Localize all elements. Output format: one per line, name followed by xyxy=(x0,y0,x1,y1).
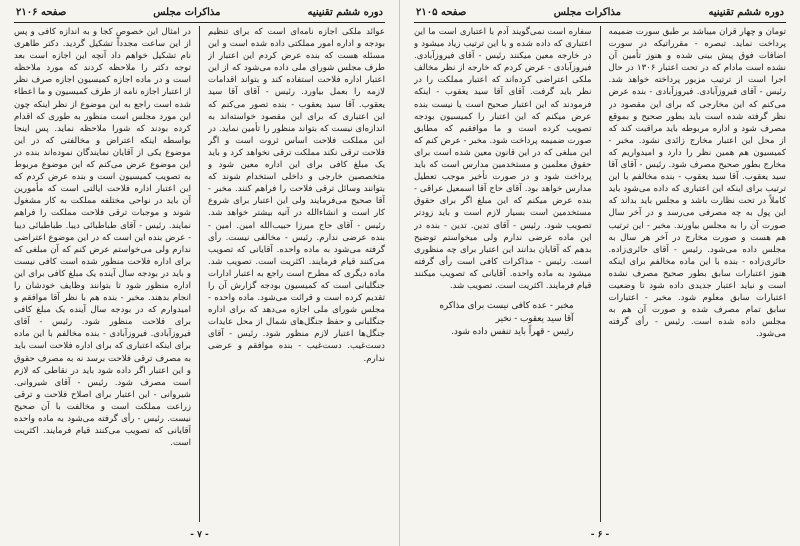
right-header-period: دوره ششم تقنینیه xyxy=(708,7,784,18)
right-column-1-text: تومان و چهار قران میباشد بر طبق سورت ضمیمه پرداخت نماید. تبصره - مقرراتیکه در سورت اضافات فوق پیش بینی شده و هنوز تأمین آن نشده است مادام که در تحت اعتبار ۱۳۰۶ در حال اجرا است از ترتیب مزبور پرداخته خواهد شد. رئیس - آقای فیروزآبادی. فیروزآبادی - بنده عرض می‌کنم که این مخارجی که برای این مقصود در نظر گرفته شده است باید بطور صحیح و بموقع مصرف شود و اداره مربوطه باید مراقبت کند که از محل این اعتبار مخارج زائدی نشود. مخبر - کمیسیون هم همین نظر را دارد و امیدواریم که مخارج بطور صحیح مصرف شود. رئیس - آقای آقا سید یعقوب. آقا سید یعقوب - بنده مخالفم با این ترتیب برای اینکه این اعتباری که داده می‌شود باید کاملاً در تحت نظارت باشد و مجلس باید بداند که این پول به چه مصرفی می‌رسد و در آخر سال صورت آن را به مجلس بیاورند. مخبر - این ترتیب هم هست و صورت مخارج در آخر هر سال به مجلس داده می‌شود. رئیس - آقای حائری‌زاده. حائری‌زاده - بنده با این ماده مخالفم برای اینکه هنوز اعتبارات سابق بطور صحیح مصرف نشده است و نباید اعتبار جدیدی داده شود تا وضعیت اعتبارات سابق معلوم شود. مخبر - اعتبارات سابق تمام مصرف شده و صورت آن هم به مجلس داده شده است. رئیس - رأی گرفته می‌شود. xyxy=(608,27,786,340)
right-page-footer xyxy=(400,530,800,540)
left-page-footer xyxy=(0,530,399,540)
right-page xyxy=(400,0,800,546)
right-header-page-label: صفحه ۲۱۰۵ xyxy=(416,7,467,18)
right-header-title: مذاکرات مجلس xyxy=(553,7,622,18)
left-header-title: مذاکرات مجلس xyxy=(153,7,221,18)
right-column-1 xyxy=(609,26,787,522)
left-page-columns xyxy=(14,26,385,522)
right-page-header xyxy=(414,6,786,23)
right-column-2-text: سفاره است نمی‌گویند آدم با اعتباری است ما این اعتباری که داده شده و با این ترتیب زیاد میشود و در خارجه معین میکنند رئیس - آقای فیروزآبادی. فیروزآبادی - عرض کردم که خارجه از نظر مخالف ملکی اعتراضی کرده‌اند که اعتبار مملکت را در نظر باید گرفت. آقای آقا سید یعقوب - اینکه فرمودند که این اعتبار صحیح است یا نیست بنده عرض میکنم که این اعتبار را کمیسیون بودجه تصویب کرده است و ما موافقیم که مطابق صورت ضمیمه پرداخت شود. مخبر - عرض کنم که این مبلغی که در این قانون معین شده است برای حقوق معلمین و مستخدمین مدارس است که باید پرداخت شود و در صورت تأخیر موجب تعطیل مدارس خواهد بود. آقای حاج آقا اسمعیل عراقی - بنده عرض میکنم که این مبلغ اگر برای حقوق مستخدمین است بسیار لازم است و باید زودتر تصویب شود. رئیس - آقای تدین. تدین - بنده در این ماده عرضی ندارم ولی میخواستم توضیح بدهم که آقایان بدانند این اعتبار برای چه منظوری است. رئیس - مذاکرات کافی است رأی گرفته میشود به ماده واحده. آقایانی که تصویب میکنند قیام فرمایند. اکثریت است. تصویب شد. xyxy=(414,27,592,291)
right-page-number: - ۶ - xyxy=(590,530,610,540)
column-divider xyxy=(199,26,200,522)
left-column-1 xyxy=(208,26,385,522)
closing-remark: آقا سید یعقوب - نخیر xyxy=(495,314,574,325)
closing-remark: مخبر - عده کافی نیست برای مذاکره xyxy=(439,301,574,312)
left-column-1-text: عوائد ملکی اجازه نامه‌ای است که برای تنظیم بودجه و اداره امور مملکتی داده شده است و این مسئله هست که بنده عرض کردم این اعتبار از طرف مجلس شورای ملی داده می‌شود که از این اعتبار اداره فلاحت استفاده کند و بتواند اقدامات لازمه را بعمل بیاورد. رئیس - آقای آقا سید یعقوب. آقا سید یعقوب - بنده تصور می‌کنم که این اعتباری که برای این مقصود خواسته‌اند به اندازه‌ای نیست که بتواند منظور را تأمین نماید. در این مملکت فلاحت اساس ثروت است و اگر فلاحت ترقی نکند مملکت ترقی نخواهد کرد و باید یک مبلغ کافی برای این اداره معین شود و متخصصین خارجی و داخلی استخدام شوند که بتوانند وسائل ترقی فلاحت را فراهم کنند. مخبر - آقا صحیح می‌فرمایند ولی این اعتبار برای شروع کار است و انشاءالله در آتیه بیشتر خواهد شد. رئیس - آقای حاج میرزا حبیب‌الله امین. امین - بنده عرضی ندارم. رئیس - مخالفی نیست. رأی گرفته می‌شود به ماده واحده. آقایانی که تصویب می‌کنند قیام فرمایند. اکثریت است. تصویب شد. ماده دیگری که مطرح است راجع به اعتبار ادارات جنگلبانی است که کمیسیون بودجه گزارش آن را تقدیم کرده است و قرائت می‌شود. ماده واحده - مجلس شورای ملی اجازه می‌دهد که برای اداره جنگلبانی و حفظ جنگل‌های شمال از محل عایدات جنگل‌ها اعتبار لازم منظور شود. رئیس - آقای دست‌غیب. دست‌غیب - بنده موافقم و عرضی ندارم. xyxy=(208,27,385,364)
closing-remark: رئیس - قهراً باید تنفس داده شود. xyxy=(451,327,574,338)
right-column-2 xyxy=(414,26,592,522)
right-page-columns xyxy=(414,26,786,522)
left-header-page-label: صفحه ۲۱۰۶ xyxy=(16,7,67,18)
left-page-number: - ۷ - xyxy=(190,530,209,540)
left-page-header xyxy=(14,6,385,23)
column-divider xyxy=(600,26,601,522)
left-column-2 xyxy=(14,26,191,522)
closing-remarks xyxy=(414,300,592,339)
left-column-2-text: در امثال این خصوص کجا و به اندازه کافی و پس از این ساعت مجدداً تشکیل گردید. دکتر طاهری نام تشکیل خواهم داد آنچه این اجازه است بعد توجه دکتر را ملاحظه کردند که مورد ملاحظه است و در ماده اجازه کمیسیون اجازه صرف نظر از اعتبار اجازه نامه از طرف کمیسیون و ما اعطاء شده است راجع به این موضوع از نظر اینکه چون این مورد مجلس است منظور به طوری که اقدام کرده بودند که شورا ملاحظه نماید. پس اینجا بواسطه اینکه اعتراض و مخالفتی که در این موضوع یکی از آقایان نمایندگان نموده‌اند بنده در این موضوع عرض می‌کنم که این موضوع مربوط به تصویب کمیسیون است و بنده عرض کردم که این اعتبار اداره فلاحت ایالتی است که مأمورین آن باید در نواحی مختلفه مملکت به کار مشغول شوند و موجبات ترقی فلاحت مملکت را فراهم نمایند. رئیس - آقای طباطبائی دیبا. طباطبائی دیبا - عرض بنده این است که در این موضوع اعتراضی ندارم ولی می‌خواستم عرض کنم که آن مبلغی که برای اداره فلاحت منظور شده است کافی نیست و باید در بودجه سال آینده یک مبلغ کافی برای این اداره منظور شود تا بتوانند وظایف خودشان را انجام بدهند. مخبر - بنده هم با نظر آقا موافقم و امیدوارم که در بودجه سال آینده یک مبلغ کافی برای فلاحت منظور شود. رئیس - آقای فیروزآبادی. فیروزآبادی - بنده مخالفم با این ماده برای اینکه اعتباری که برای اداره فلاحت است باید به مصرف ترقی فلاحت برسد نه به مصرف حقوق و این اعتبار اگر داده شود باید در نقاطی که لازم است مصرف شود. رئیس - آقای شیروانی. شیروانی - این اعتبار برای اصلاح فلاحت و ترقی زراعت مملکت است و مخالفت با آن صحیح نیست. رئیس - رأی گرفته می‌شود به ماده واحده آقایانی که تصویب می‌کنند قیام فرمایند. اکثریت است. xyxy=(14,27,191,449)
left-header-period: دوره ششم تقنینیه xyxy=(307,7,383,18)
